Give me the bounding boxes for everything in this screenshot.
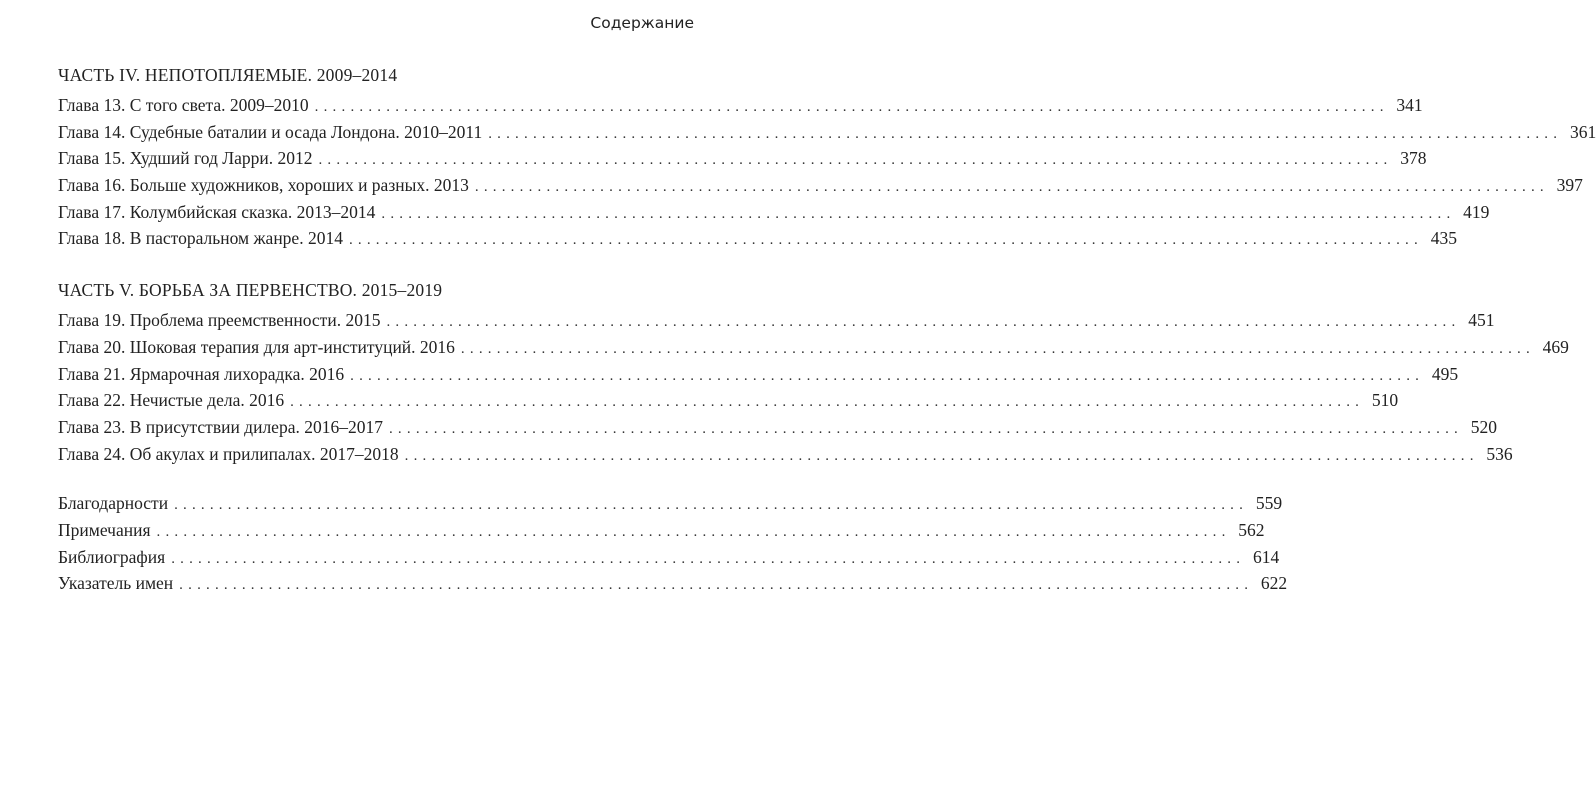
toc-entry-label: Глава 21. Ярмарочная лихорадка. 2016 [58,363,345,384]
toc-entry-page: 510 [1371,390,1399,411]
part-title: ЧАСТЬ V. БОРЬБА ЗА ПЕРВЕНСТВО. 2015–2019 [58,280,443,301]
toc-entry [58,225,1457,252]
toc-entry-label: Указатель имен [58,573,174,594]
toc-entry-page: 614 [1252,546,1280,567]
toc-entry-page: 378 [1400,148,1427,169]
toc-entry [58,92,1423,119]
dot-leader: ........................................................................................................................ [314,99,1389,115]
toc-entry-page: 562 [1238,519,1265,540]
table-of-contents [58,62,1596,597]
toc-entry-page: 520 [1470,416,1497,437]
toc-entry-page: 435 [1430,228,1457,249]
toc-entry-label: Благодарности [58,493,169,514]
toc-entry-label: Глава 16. Больше художников, хороших и разных. 2013 [58,175,469,196]
dot-leader: ........................................................................................................................ [156,523,1231,540]
dot-leader: ........................................................................................................................ [388,420,1463,437]
toc-entry [58,334,1569,361]
toc-entry [58,361,1459,388]
toc-entry-page: 397 [1556,175,1583,196]
dot-leader: ........................................................................................................................ [318,152,1393,169]
toc-entry-page: 536 [1486,443,1513,464]
part-title: ЧАСТЬ IV. НЕПОТОПЛЯЕМЫЕ. 2009–2014 [58,65,398,85]
toc-entry [58,517,1265,544]
toc-entry [58,441,1513,468]
toc-entry-page: 469 [1542,336,1569,357]
toc-entry [58,387,1399,414]
toc-entry-label: Глава 24. Об акулах и прилипалах. 2017–2018 [58,443,399,464]
dot-leader: ........................................................................................................................ [171,550,1246,567]
toc-entry-label: Глава 18. В пасторальном жанре. 2014 [58,228,343,249]
toc-entry [58,570,1288,597]
section-gap [58,252,692,277]
toc-entry [58,119,1596,146]
toc-entry [58,544,1280,571]
toc-entry [58,414,1497,441]
dot-leader: ........................................................................................................................ [348,232,1423,249]
toc-entry-page: 622 [1260,573,1288,594]
toc-entry-page: 451 [1468,310,1495,331]
toc-entry-page: 341 [1396,95,1423,115]
section-gap [58,467,692,490]
toc-entry-label: Глава 19. Проблема преемственности. 2015 [58,310,381,331]
dot-leader: ........................................................................................................................ [488,125,1563,142]
toc-entry-label: Глава 14. Судебные баталии и осада Лондона. 2010–2011 [58,121,483,142]
dot-leader: ........................................................................................................................ [350,367,1425,384]
dot-leader: ........................................................................................................................ [290,394,1365,411]
toc-entry [58,490,1283,517]
toc-entry-page: 495 [1431,363,1459,384]
dot-leader: ........................................................................................................................ [404,447,1479,464]
dot-leader: ........................................................................................................................ [386,314,1461,331]
toc-entry-label: Глава 13. С того света. 2009–2010 [58,95,309,115]
toc-entry-page: 419 [1463,201,1490,222]
toc-entry-label: Глава 22. Нечистые дела. 2016 [58,390,285,411]
dot-leader: ........................................................................................................................ [460,340,1535,357]
dot-leader: ........................................................................................................................ [174,497,1249,514]
toc-entry-page: 361 [1569,121,1596,142]
toc-entry-label: Примечания [58,519,151,540]
toc-entry-label: Библиография [58,546,166,567]
toc-entry-page: 559 [1255,493,1283,514]
dot-leader: ........................................................................................................................ [381,205,1456,222]
toc-entry-label: Глава 23. В присутствии дилера. 2016–2017 [58,416,383,437]
toc-entry [58,145,1427,172]
running-head: Содержание [590,14,694,32]
toc-entry [58,307,1495,334]
dot-leader: ........................................................................................................................ [179,577,1254,594]
toc-entry-label: Глава 20. Шоковая терапия для арт-институций. 2016 [58,336,455,357]
toc-entry [58,172,1583,199]
toc-entry-label: Глава 15. Худший год Ларри. 2012 [58,148,313,169]
toc-entry [58,199,1490,226]
dot-leader: ........................................................................................................................ [474,179,1549,196]
toc-entry-label: Глава 17. Колумбийская сказка. 2013–2014 [58,201,376,222]
